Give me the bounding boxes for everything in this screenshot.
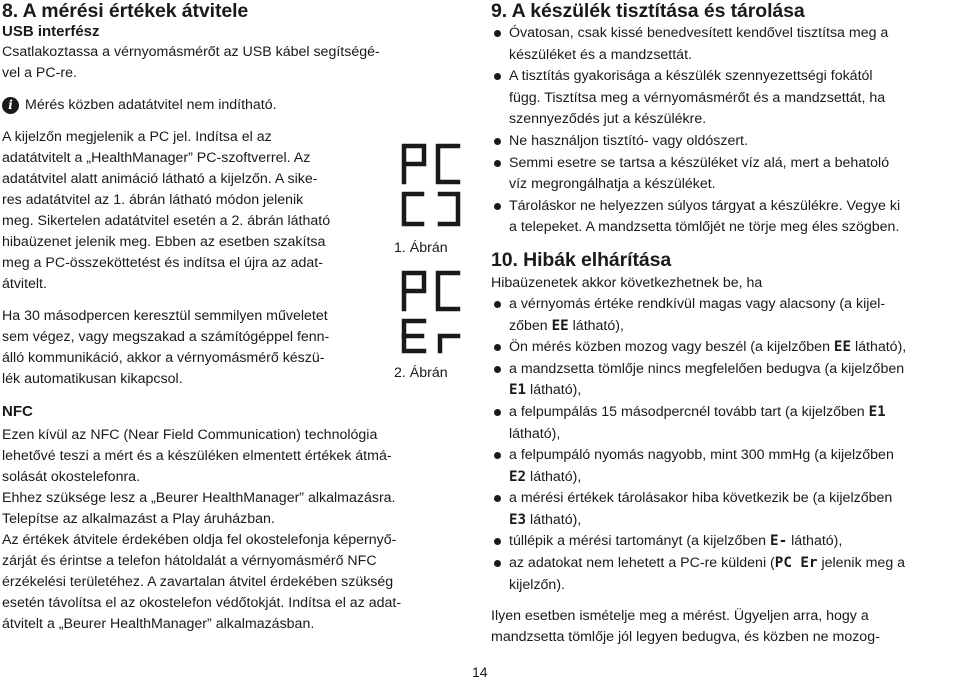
list-item: Tároláskor ne helyezzen súlyos tárgyat a készülékre. Vegye ki a telepeket. A mandzsetta tömlőjét ne törje meg éles szögben. xyxy=(491,196,953,239)
errors-intro: Hibaüzenetek akkor következhetnek be, ha xyxy=(491,274,763,291)
section-8-heading: 8. A mérési értékek átvitele xyxy=(2,0,249,22)
nfc-line: Ehhez szüksége lesz a „Beurer HealthManager” alkalmazásra. xyxy=(2,490,396,506)
closing-line: Ilyen esetben ismételje meg a mérést. Ügyeljen arra, hogy a xyxy=(491,608,869,625)
closing-line: mandzsetta tömlője jól legyen bedugva, és közben ne mozog- xyxy=(491,629,880,646)
para1-line: meg. Sikertelen adatátvitel esetén a 2. ábrán látható xyxy=(2,213,331,229)
para1-line: adatátvitel alatt animáció látható a kijelzőn. A sike- xyxy=(2,171,318,187)
error-code-e2: E2 xyxy=(509,468,527,485)
error-code-pc-er: PC Er xyxy=(774,555,818,572)
nfc-paragraph-2 xyxy=(2,488,462,530)
figure-1-lcd xyxy=(396,140,468,257)
right-column xyxy=(491,0,953,648)
para1-line: A kijelzőn megjelenik a PC jel. Indítsa el az xyxy=(2,129,272,145)
error-code-e-dash: E- xyxy=(770,533,788,550)
info-icon: i xyxy=(2,97,19,114)
nfc-heading: NFC xyxy=(2,403,33,420)
para2-line: Ha 30 másodpercen keresztül semmilyen műveletet xyxy=(2,308,328,324)
figure-1-caption: 1. Ábrán xyxy=(394,240,448,256)
para1-line: res adatátvitel az 1. ábrán látható módon jelenik xyxy=(2,192,304,208)
nfc-line: esetén távolítsa el az okostelefon védőtokját. Indítsa el az adat- xyxy=(2,595,402,611)
nfc-line: érzékelési területéhez. A zavartalan átvitel érdekében szükség xyxy=(2,574,394,590)
para1-line: meg a PC-összeköttetést és indítsa el újra az adat- xyxy=(2,255,323,271)
nfc-line: átvitelt a „Beurer HealthManager” alkalmazásban. xyxy=(2,616,315,632)
error-code-ee: EE xyxy=(833,339,852,356)
para2-line: lék automatikusan kikapcsol. xyxy=(2,371,183,387)
nfc-line: Telepítse az alkalmazást a Play áruházban. xyxy=(2,511,275,527)
nfc-line: Az értékek átvitele érdekében oldja fel okostelefonja képernyő- xyxy=(2,532,397,548)
nfc-line: zárját és érintse a telefon hátoldalát a vérnyomásmérő NFC xyxy=(2,553,377,569)
section-10-heading: 10. Hibák elhárítása xyxy=(491,248,672,271)
page-number: 14 xyxy=(472,664,488,680)
figure-2-lcd xyxy=(396,267,468,382)
para2-line: sem végez, vagy megszakad a számítógéppel fenn- xyxy=(2,329,330,345)
error-code-e1: E1 xyxy=(509,382,527,399)
errors-list xyxy=(491,294,953,596)
info-note xyxy=(2,95,462,116)
info-note-text: Mérés közben adatátvitel nem indítható. xyxy=(25,97,277,113)
para1-line: hibaüzenet jelenik meg. Ebben az esetben szakítsa xyxy=(2,234,326,250)
figure-2-caption: 2. Ábrán xyxy=(394,365,448,381)
para2-line: álló kommunikáció, akkor a vérnyomásmérő készü- xyxy=(2,350,325,366)
usb-intro-line-1: Csatlakoztassa a vérnyomásmérőt az USB kábel segítségé- xyxy=(2,44,380,60)
list-item: túllépik a mérési tartományt (a kijelzőben E- látható), xyxy=(491,531,953,553)
list-item: Semmi esetre se tartsa a készüléket víz alá, mert a behatoló víz megrongálhatja a készüléket. xyxy=(491,153,953,196)
left-column xyxy=(2,0,462,635)
lcd-pc-error-icon xyxy=(396,267,468,357)
list-item: Ön mérés közben mozog vagy beszél (a kijelzőben EE látható), xyxy=(491,337,953,359)
timeout-paragraph xyxy=(2,306,462,390)
nfc-line: lehetővé teszi a mért és a készüléken elmentett értékek átmá- xyxy=(2,448,392,464)
error-code-e3: E3 xyxy=(509,511,527,528)
lcd-figures xyxy=(396,140,476,382)
para1-line: adatátvitelt a „HealthManager” PC-szoftverrel. Az xyxy=(2,150,311,166)
nfc-paragraph-3 xyxy=(2,530,462,635)
error-code-e1: E1 xyxy=(868,403,886,420)
cleaning-list xyxy=(491,23,953,239)
usb-heading: USB interfész xyxy=(2,23,100,40)
list-item: a mandzsetta tömlője nincs megfelelően bedugva (a kijelzőben E1 látható), xyxy=(491,359,953,402)
list-item: az adatokat nem lehetett a PC-re küldeni (PC Er jelenik meg a kijelzőn). xyxy=(491,553,953,596)
nfc-line: Ezen kívül az NFC (Near Field Communication) technológia xyxy=(2,427,378,443)
lcd-pc-transfer-icon xyxy=(396,140,468,232)
nfc-paragraph-1 xyxy=(2,425,462,488)
list-item: a vérnyomás értéke rendkívül magas vagy alacsony (a kijel- zőben EE látható), xyxy=(491,294,953,337)
para1-line: átvitelt. xyxy=(2,276,47,292)
section-9-heading: 9. A készülék tisztítása és tárolása xyxy=(491,0,805,22)
transfer-paragraph xyxy=(2,127,462,295)
nfc-line: solását okostelefonra. xyxy=(2,469,141,485)
list-item: Ne használjon tisztító- vagy oldószert. xyxy=(491,131,953,153)
error-code-ee: EE xyxy=(551,317,569,334)
usb-intro-line-2: vel a PC-re. xyxy=(2,65,77,81)
list-item: a mérési értékek tárolásakor hiba következik be (a kijelzőben E3 látható), xyxy=(491,488,953,531)
list-item: a felpumpáló nyomás nagyobb, mint 300 mmHg (a kijelzőben E2 látható), xyxy=(491,445,953,488)
list-item: A tisztítás gyakorisága a készülék szennyezettségi fokától függ. Tisztítsa meg a vérnyomásmérőt és a mandzsettát, ha szennyeződés jut a készülékre. xyxy=(491,66,953,131)
list-item: Óvatosan, csak kissé benedvesített kendővel tisztítsa meg a készüléket és a mandzsettát. xyxy=(491,23,953,66)
list-item: a felpumpálás 15 másodpercnél tovább tart (a kijelzőben E1 látható), xyxy=(491,402,953,445)
